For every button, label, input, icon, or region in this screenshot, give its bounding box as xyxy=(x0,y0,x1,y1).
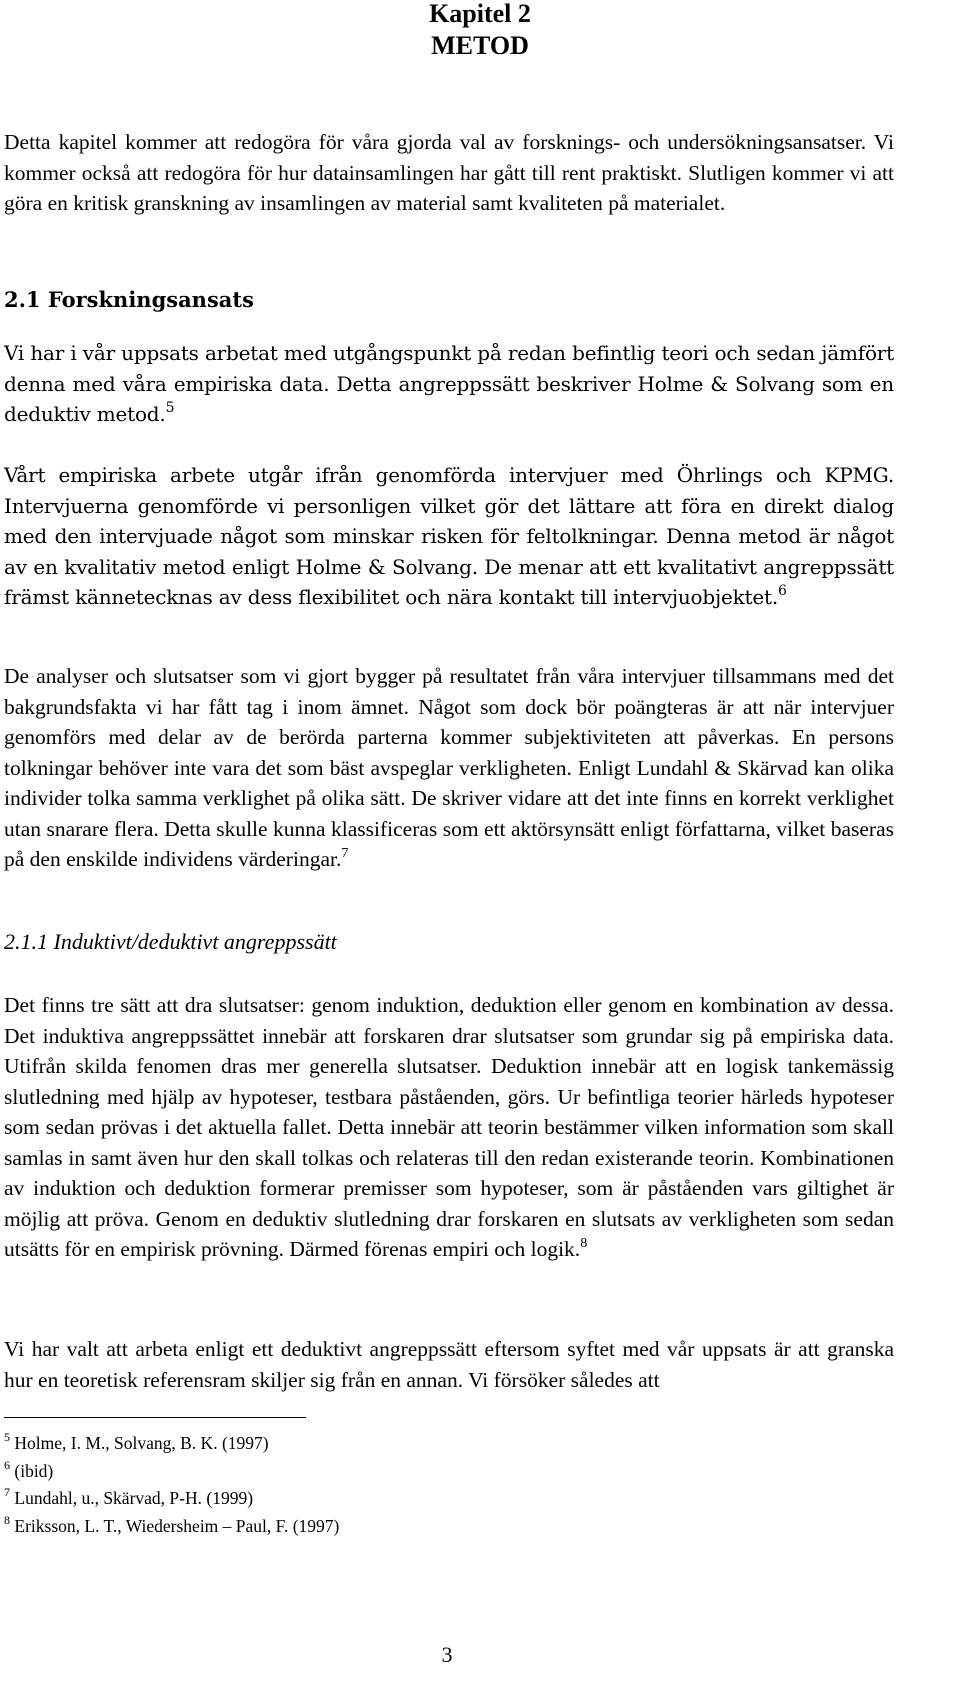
intro-paragraph: Detta kapitel kommer att redogöra för våra gjorda val av forsknings- och undersökningsansatser. Vi kommer också att redogöra för hur datainsamlingen har gått till rent praktiskt. Slutligen kommer vi att göra en kritisk granskning av insamlingen av material samt kvaliteten på materialet. xyxy=(4,130,894,215)
footnote-text: (ibid) xyxy=(14,1460,54,1481)
footnote-ref: 7 xyxy=(341,846,349,861)
paragraph-2-1-c xyxy=(4,661,894,875)
paragraph-2-1-a xyxy=(4,338,894,430)
footnote-text: Eriksson, L. T., Wiedersheim – Paul, F. (1997) xyxy=(14,1515,340,1536)
paragraph-2-1-b xyxy=(4,460,894,613)
paragraph-2-1-1-b: Vi har valt att arbeta enligt ett deduktivt angreppssätt eftersom syftet med vår uppsats är att granska hur en teoretisk referensram skiljer sig från en annan. Vi försöker således att xyxy=(4,1337,894,1392)
footnote-item xyxy=(4,1430,339,1458)
paragraph-text-b: De analyser och slutsatser som vi gjort bygger på resultatet från våra intervjuer tillsammans med det bakgrundsfakta vi har fått tag i inom ämnet. Något som dock bör poängteras är att när intervjuer genomförs med delar av de berörda parterna kommer subjektiviteten att påverkas. En persons tolkningar behöver inte vara det som bäst avspeglar verkligheten. Enligt Lundahl & Skärvad kan olika individer tolka samma verklighet på olika sätt. De skriver vidare att det inte finns en korrekt verklighet utan snarare flera. Detta skulle kunna klassificeras som ett aktörsynsätt enligt författarna, vilket baseras på den enskilde individens värderingar. xyxy=(4,664,894,871)
chapter-title: METOD xyxy=(431,31,529,60)
footnote-number: 6 xyxy=(4,1457,10,1472)
footnote-list xyxy=(4,1430,339,1540)
footnote-number: 7 xyxy=(4,1485,10,1499)
paragraph-text: Vi har i vår uppsats arbetat med utgångspunkt på redan befintlig teori och sedan jämfört denna med våra empiriska data. Detta angreppssätt beskriver Holme & Solvang som en deduktiv metod. xyxy=(4,341,894,426)
footnote-item xyxy=(4,1513,339,1541)
footnote-item xyxy=(4,1458,339,1486)
footnote-number: 5 xyxy=(4,1430,10,1444)
footnote-separator xyxy=(4,1417,306,1418)
footnote-number: 8 xyxy=(4,1512,10,1527)
footnote-text: Lundahl, u., Skärvad, P-H. (1999) xyxy=(14,1488,254,1508)
footnote-ref: 8 xyxy=(580,1236,588,1251)
footnote-item xyxy=(4,1485,339,1513)
subsection-heading-2-1-1: 2.1.1 Induktivt/deduktivt angreppssätt xyxy=(4,929,337,954)
footnote-ref: 5 xyxy=(165,400,175,416)
page-number: 3 xyxy=(441,1642,453,1667)
paragraph-text-a: Vårt empiriska arbete utgår ifrån genomförda intervjuer med Öhrlings och KPMG. Intervjuerna genomförde vi personligen vilket gör det lättare att föra en direkt dialog med den intervjuade något som minskar risken för feltolkningar. Denna metod är något av en kvalitativ metod enligt Holme & Solvang. De menar att ett kvalitativt angreppssätt främst kännetecknas av dess flexibilitet och nära kontakt till intervjuobjektet. xyxy=(4,463,894,609)
section-heading-2-1: 2.1 Forskningsansats xyxy=(4,287,254,312)
chapter-label: Kapitel 2 xyxy=(429,0,531,28)
footnote-ref: 6 xyxy=(778,583,787,599)
footnote-text: Holme, I. M., Solvang, B. K. (1997) xyxy=(14,1433,269,1453)
paragraph-text-c: Det finns tre sätt att dra slutsatser: genom induktion, deduktion eller genom en kombination av dessa. Det induktiva angreppssättet innebär att forskaren drar slutsatser som grundar sig på empiriska data. Utifrån skilda fenomen dras mer generella slutsatser. Deduktion innebär att en logisk tankemässig slutledning med hjälp av hypoteser, testbara påståenden, görs. Ur befintliga teorier härleds hypoteser som sedan prövas i det aktuella fallet. Detta innebär att teorin bestämmer vilken information som skall samlas in samt även hur den skall tolkas och relateras till den redan existerande teorin. Kombinationen av induktion och deduktion formerar premisser som hypoteser, som är påståenden vars giltighet är möjlig att pröva. Genom en deduktiv slutledning drar forskaren en slutsats av verkligheten som sedan utsätts för en empirisk prövning. Därmed förenas empiri och logik. xyxy=(4,993,894,1261)
paragraph-2-1-1-a xyxy=(4,990,894,1265)
